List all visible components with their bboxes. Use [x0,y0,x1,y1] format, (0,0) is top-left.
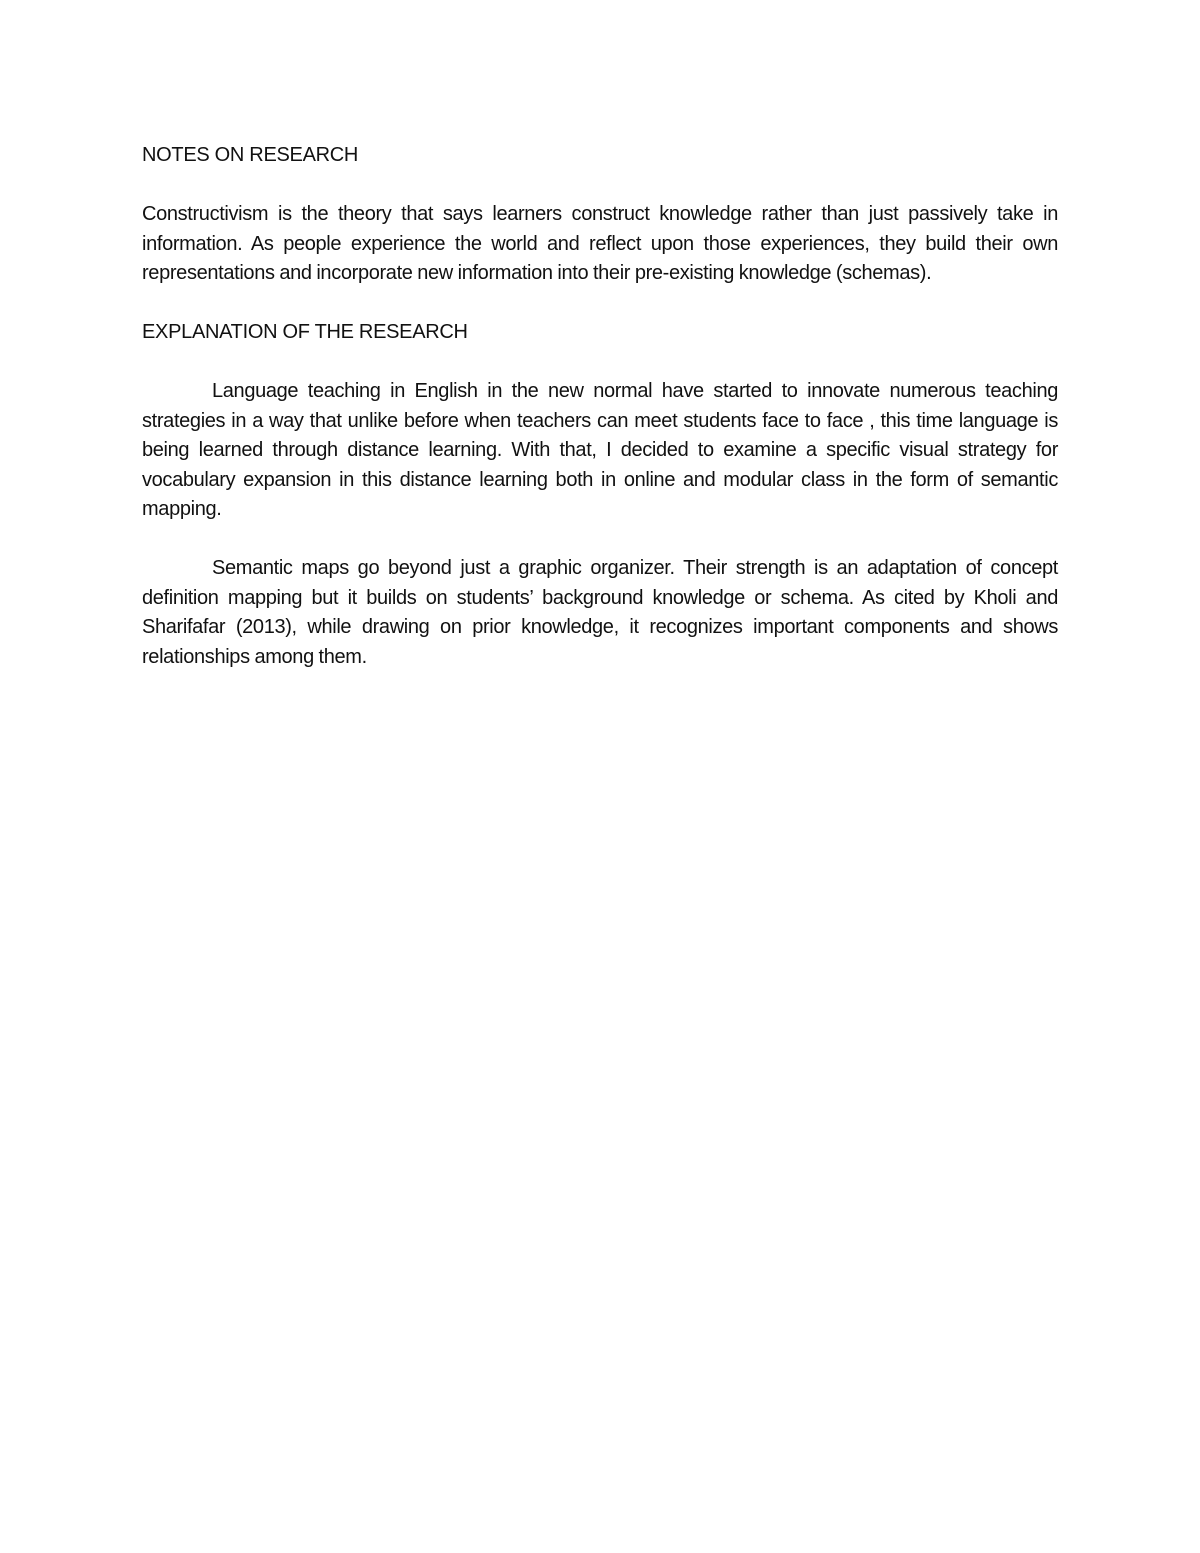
spacer [142,171,1058,201]
paragraph-semantic-maps: Semantic maps go beyond just a graphic organizer. Their strength is an adaptation of concept definition mapping but it builds on students’ background knowledge or schema. As cited by Kholi and Sharifafar (2013), while drawing on prior knowledge, it recognizes important components and shows relationships among them. [142,557,1058,668]
document-body [142,141,1058,672]
paragraph-constructivism: Constructivism is the theory that says learners construct knowledge rather than just passively take in information. As people experience the world and reflect upon those experiences, they build their own representations and incorporate new information into their pre-existing knowledge (schemas). [142,203,1058,284]
spacer [142,525,1058,555]
spacer [142,348,1058,378]
paragraph-language-teaching: Language teaching in English in the new normal have started to innovate numerous teaching strategies in a way that unlike before when teachers can meet students face to face , this time language is being learned through distance learning. With that, I decided to examine a specific visual strategy for vocabulary expansion in this distance learning both in online and modular class in the form of semantic mapping. [142,380,1058,520]
section-heading-explanation: EXPLANATION OF THE RESEARCH [142,321,468,343]
spacer [142,289,1058,319]
section-heading-notes: NOTES ON RESEARCH [142,144,359,166]
